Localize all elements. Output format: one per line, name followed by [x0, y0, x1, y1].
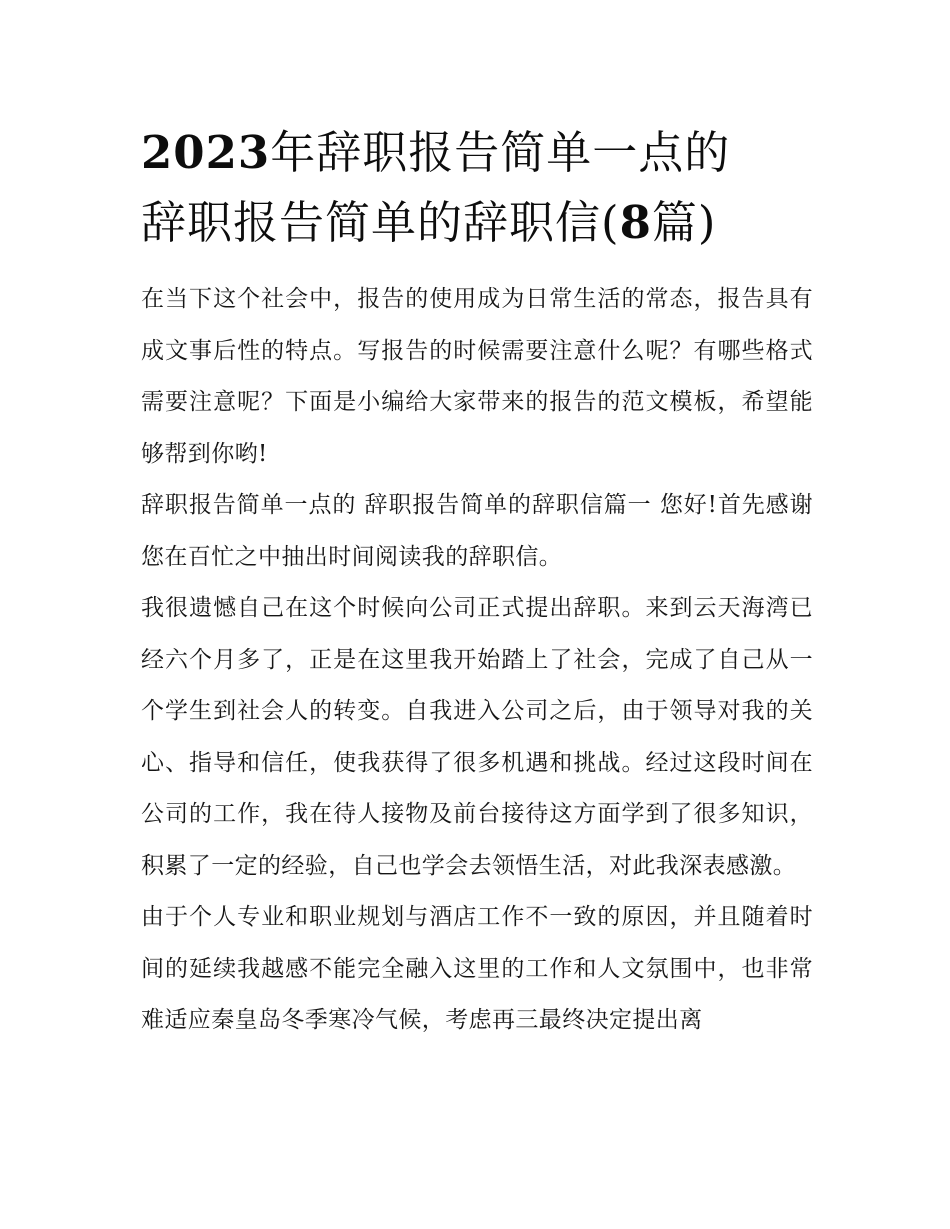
document-content	[141, 118, 813, 1047]
title-line-1	[141, 118, 813, 188]
document-body	[141, 274, 813, 1047]
title-year: 2023	[141, 126, 271, 179]
title-line-2-text: 辞职报告简单的辞职信(	[141, 196, 620, 249]
paragraph-greeting: 辞职报告简单一点的 辞职报告简单的辞职信篇一 您好!首先感谢您在百忙之中抽出时间阅读我的辞职信。	[141, 492, 813, 570]
document-title	[141, 118, 813, 258]
title-line-2	[141, 188, 813, 258]
title-count: 8	[619, 196, 652, 249]
paragraph-reason: 由于个人专业和职业规划与酒店工作不一致的原因，并且随着时间的延续我越感不能完全融入这里的工作和人文氛围中，也非常难适应秦皇岛冬季寒冷气候，考虑再三最终决定提出离	[141, 904, 813, 1033]
paragraph-gratitude: 我很遗憾自己在这个时候向公司正式提出辞职。来到云天海湾已经六个月多了，正是在这里我开始踏上了社会，完成了自己从一个学生到社会人的转变。自我进入公司之后，由于领导对我的关心、指导和信任，使我获得了很多机遇和挑战。经过这段时间在公司的工作，我在待人接物及前台接待这方面学到了很多知识，积累了一定的经验，自己也学会去领悟生活，对此我深表感激。	[141, 595, 813, 879]
title-line-1-text: 年辞职报告简单一点的	[270, 126, 731, 179]
title-line-2-end: 篇)	[651, 196, 717, 249]
paragraph-intro: 在当下这个社会中，报告的使用成为日常生活的常态，报告具有成文事后性的特点。写报告的时候需要注意什么呢？有哪些格式需要注意呢？下面是小编给大家带来的报告的范文模板，希望能够帮到你哟!	[141, 286, 813, 467]
